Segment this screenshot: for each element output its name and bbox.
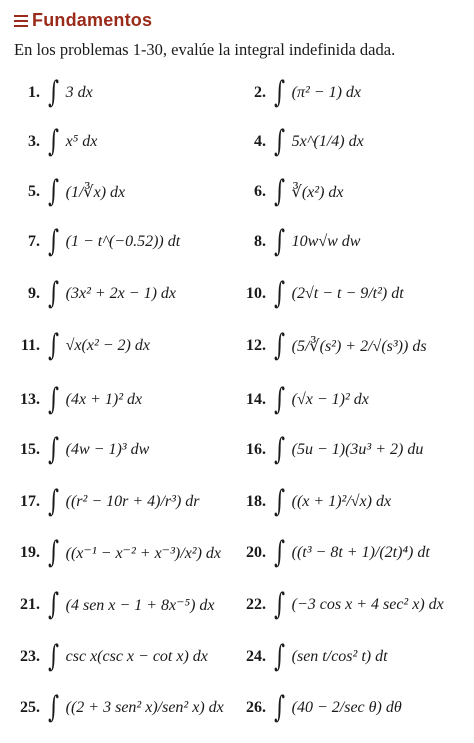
problem-15 <box>4 430 149 470</box>
problem-26 <box>230 688 402 728</box>
integral-sign: ∫ <box>274 75 285 110</box>
problem-number: 26. <box>246 699 266 716</box>
integral-sign: ∫ <box>274 328 285 363</box>
integral-sign: ∫ <box>274 639 285 674</box>
problem-5 <box>4 172 125 212</box>
integral-sign: ∫ <box>48 75 59 110</box>
integrand: ((2 + 3 sen² x)/sen² x) dx <box>65 699 224 716</box>
integral-sign: ∫ <box>274 124 285 159</box>
problem-number: 11. <box>20 337 40 354</box>
integral-sign: ∫ <box>48 639 59 674</box>
problem-24 <box>230 637 388 677</box>
integrand: (5/∛(s²) + 2/√(s³)) ds <box>291 338 427 355</box>
integral-sign: ∫ <box>48 276 59 311</box>
integral-sign: ∫ <box>274 174 285 209</box>
integrand: (1/∛x) dx <box>65 184 126 201</box>
integrand: (4x + 1)² dx <box>65 391 143 408</box>
problem-17 <box>4 482 200 522</box>
integral-sign: ∫ <box>48 224 59 259</box>
integrand: (3x² + 2x − 1) dx <box>65 285 176 302</box>
problem-number: 18. <box>246 493 266 510</box>
menu-icon[interactable] <box>14 15 28 27</box>
problem-7 <box>4 222 180 262</box>
problem-21 <box>4 585 215 625</box>
problem-10 <box>230 274 404 314</box>
problem-number: 1. <box>28 84 40 101</box>
problem-number: 5. <box>28 183 40 200</box>
problem-11 <box>4 326 150 366</box>
problem-number: 4. <box>254 133 266 150</box>
problem-1 <box>4 73 93 113</box>
problem-25 <box>4 688 224 728</box>
integral-sign: ∫ <box>274 690 285 725</box>
problem-number: 15. <box>20 441 40 458</box>
integrand: 5x^(1/4) dx <box>291 133 364 150</box>
integral-sign: ∫ <box>48 124 59 159</box>
integrand: csc x(csc x − cot x) dx <box>65 648 208 665</box>
problem-number: 6. <box>254 183 266 200</box>
integrand: ∛(x²) dx <box>291 184 344 201</box>
problem-number: 19. <box>20 544 40 561</box>
problem-number: 12. <box>246 337 266 354</box>
problem-13 <box>4 380 142 420</box>
instructions: En los problemas 1-30, evalúe la integral indefinida dada. <box>14 40 396 59</box>
problem-16 <box>230 430 423 470</box>
problem-number: 2. <box>254 84 266 101</box>
problem-number: 24. <box>246 648 266 665</box>
integrand: (−3 cos x + 4 sec² x) dx <box>291 596 444 613</box>
problem-number: 23. <box>20 648 40 665</box>
problem-number: 10. <box>246 285 266 302</box>
integral-sign: ∫ <box>274 382 285 417</box>
problem-19 <box>4 533 221 573</box>
integrand: (4 sen x − 1 + 8x⁻⁵) dx <box>65 597 215 614</box>
problem-number: 13. <box>20 391 40 408</box>
integrand: √x(x² − 2) dx <box>65 337 150 354</box>
problem-number: 9. <box>28 285 40 302</box>
integrand: x⁵ dx <box>65 133 98 150</box>
problem-number: 25. <box>20 699 40 716</box>
problem-number: 3. <box>28 133 40 150</box>
integral-sign: ∫ <box>274 276 285 311</box>
problem-3 <box>4 122 97 162</box>
integral-sign: ∫ <box>48 484 59 519</box>
integral-sign: ∫ <box>274 587 285 622</box>
problem-23 <box>4 637 208 677</box>
integrand: 10w√w dw <box>291 233 361 250</box>
integral-sign: ∫ <box>48 587 59 622</box>
problem-14 <box>230 380 369 420</box>
section-header <box>14 10 152 31</box>
integrand: (2√t − t − 9/t²) dt <box>291 285 404 302</box>
integral-sign: ∫ <box>48 174 59 209</box>
problem-number: 14. <box>246 391 266 408</box>
problem-20 <box>230 533 430 573</box>
integral-sign: ∫ <box>274 224 285 259</box>
integrand: (40 − 2/sec θ) dθ <box>291 699 402 716</box>
problem-6 <box>230 172 344 212</box>
integrand: (5u − 1)(3u³ + 2) du <box>291 441 424 458</box>
integrand: ((x⁻¹ − x⁻² + x⁻³)/x²) dx <box>65 545 222 562</box>
problem-number: 21. <box>20 596 40 613</box>
integral-sign: ∫ <box>274 484 285 519</box>
integral-sign: ∫ <box>48 382 59 417</box>
integrand: ((x + 1)²/√x) dx <box>291 493 392 510</box>
integral-sign: ∫ <box>48 690 59 725</box>
problem-number: 16. <box>246 441 266 458</box>
problem-9 <box>4 274 176 314</box>
problem-number: 7. <box>28 233 40 250</box>
integrand: (1 − t^(−0.52)) dt <box>65 233 181 250</box>
problem-12 <box>230 326 427 366</box>
integrand: 3 dx <box>65 84 93 101</box>
problem-2 <box>230 73 361 113</box>
section-title: Fundamentos <box>32 10 153 30</box>
integrand: ((t³ − 8t + 1)/(2t)⁴) dt <box>291 544 430 561</box>
integral-sign: ∫ <box>48 328 59 363</box>
integrand: ((r² − 10r + 4)/r³) dr <box>65 493 200 510</box>
problem-number: 17. <box>20 493 40 510</box>
problem-number: 20. <box>246 544 266 561</box>
problem-4 <box>230 122 364 162</box>
problem-18 <box>230 482 391 522</box>
problem-number: 8. <box>254 233 266 250</box>
integrand: (√x − 1)² dx <box>291 391 369 408</box>
integral-sign: ∫ <box>48 432 59 467</box>
integrand: (π² − 1) dx <box>291 84 362 101</box>
problem-8 <box>230 222 360 262</box>
problem-22 <box>230 585 444 625</box>
problem-number: 22. <box>246 596 266 613</box>
integral-sign: ∫ <box>48 535 59 570</box>
integral-sign: ∫ <box>274 432 285 467</box>
integral-sign: ∫ <box>274 535 285 570</box>
integrand: (sen t/cos² t) dt <box>291 648 388 665</box>
integrand: (4w − 1)³ dw <box>65 441 150 458</box>
